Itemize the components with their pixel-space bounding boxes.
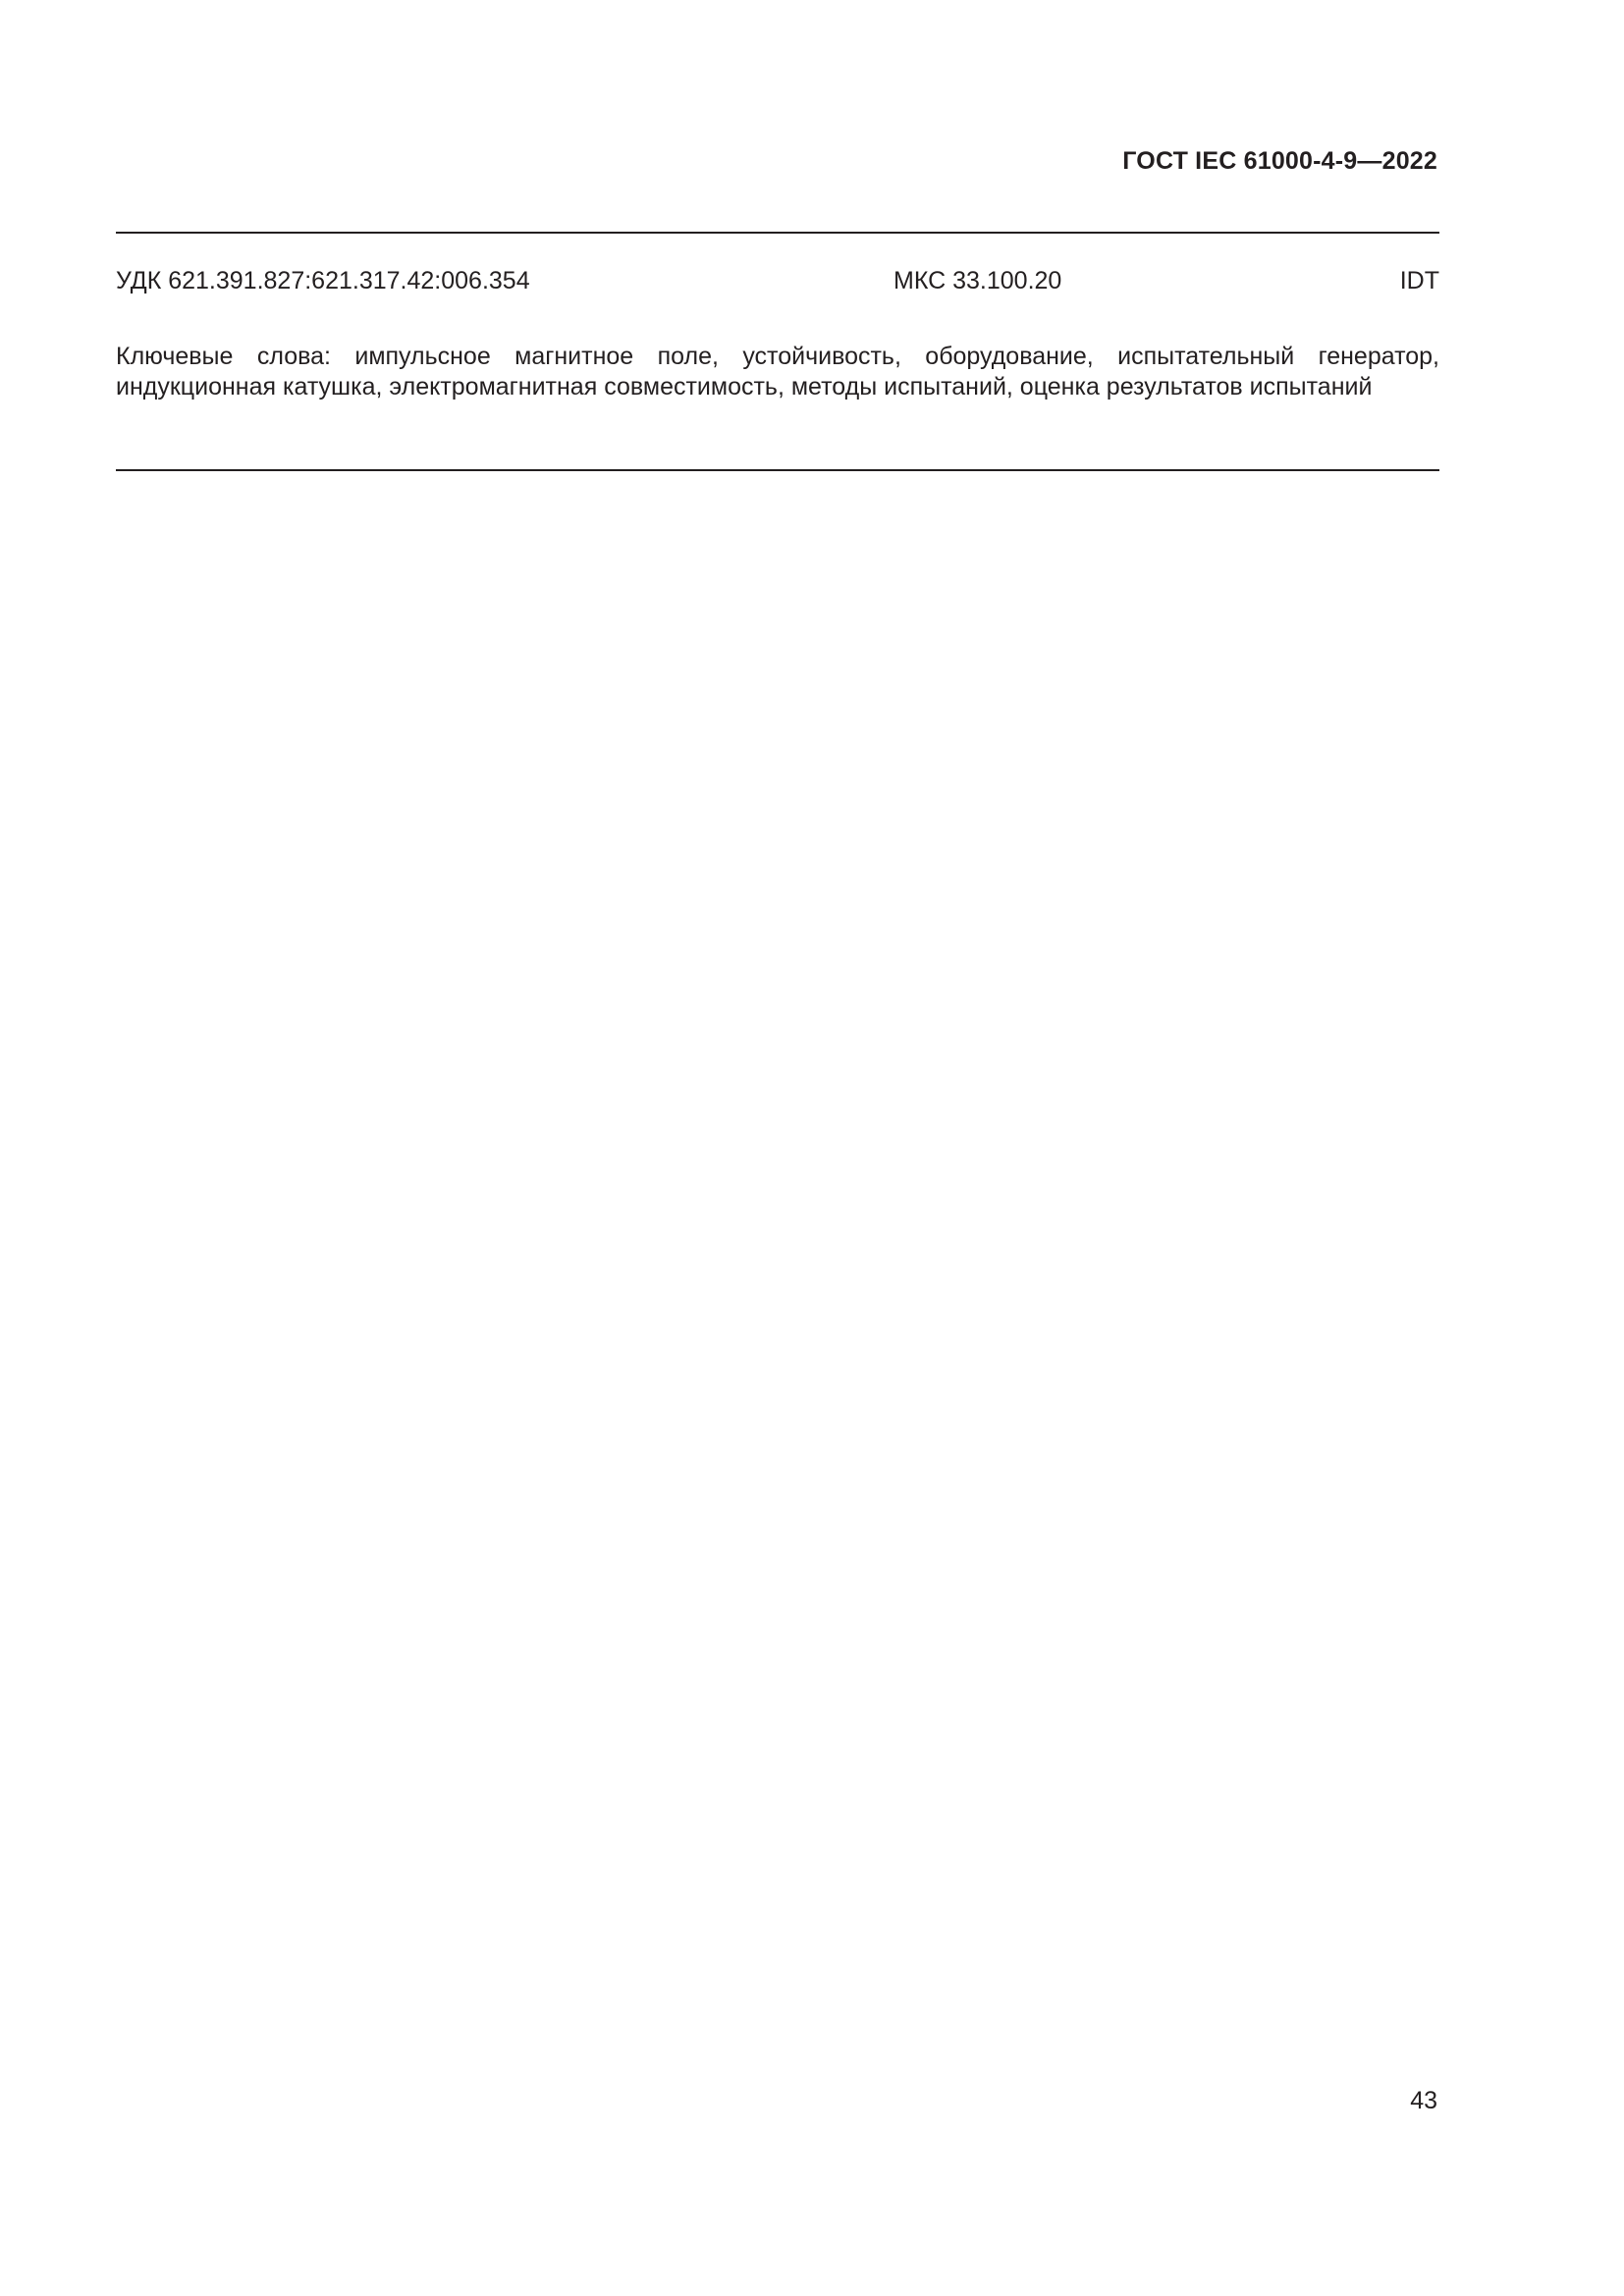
page-number: 43 [1410,2087,1437,2114]
bottom-rule [116,469,1439,471]
udk-code: УДК 621.391.827:621.317.42:006.354 [116,267,530,294]
classification-row [116,267,1439,298]
top-rule [116,232,1439,234]
mks-code: МКС 33.100.20 [893,267,1062,294]
document-code: ГОСТ IEC 61000-4-9—2022 [1122,147,1437,175]
keywords-paragraph: Ключевые слова: импульсное магнитное поле, устойчивость, оборудование, испытательный генератор, индукционная катушка, электромагнитная совместимость, методы испытаний, оценка результатов испытаний [116,343,1439,400]
equivalence-code: IDT [1399,267,1439,294]
